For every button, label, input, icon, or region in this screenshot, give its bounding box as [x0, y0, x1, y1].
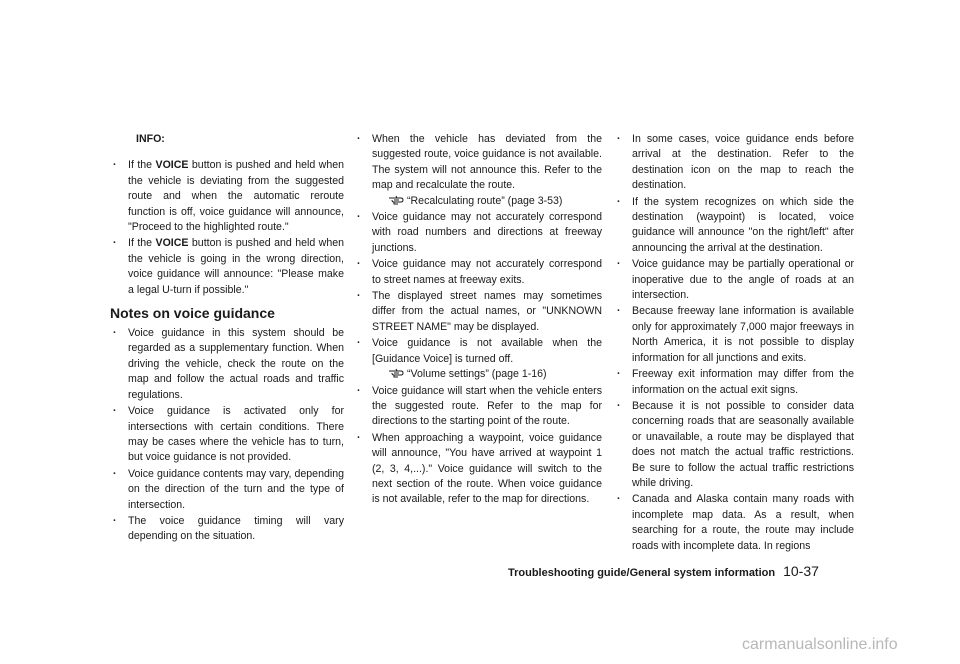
list-item: . Canada and Alaska contain many roads with incomplete map data. As a result, when searching for a route, the route may include roads with incomplete data. In regions: [616, 492, 854, 554]
list-item: . When the vehicle has deviated from the suggested route, voice guidance is not available. The system will not announce this. Refer to the map and recalculate the route. “Recalculating route” (page 3-53): [356, 132, 602, 209]
column-1: [112, 132, 344, 546]
reference-hand-icon: [388, 195, 404, 205]
list-item: . Voice guidance is not available when the [Guidance Voice] is turned off. “Volume settings” (page 1-16): [356, 336, 602, 382]
voice-button-list: [112, 158, 344, 298]
cross-reference[interactable]: “Recalculating route” (page 3-53): [372, 194, 602, 209]
list-item: . The voice guidance timing will vary depending on the situation.: [112, 514, 344, 545]
footer-section-title: Troubleshooting guide/General system information: [508, 567, 776, 579]
watermark: carmanualsonline.info: [742, 636, 898, 653]
list-item: . Voice guidance contents may vary, depending on the direction of the turn and the type of intersection.: [112, 467, 344, 513]
list-item: . Voice guidance may not accurately correspond with road numbers and directions at freeway junctions.: [356, 210, 602, 256]
cross-reference[interactable]: “Volume settings” (page 1-16): [372, 367, 602, 382]
list-item: . If the VOICE button is pushed and held when the vehicle is going in the wrong direction, voice guidance will announce: "Please make a legal U-turn if possible.": [112, 236, 344, 298]
page-footer: [508, 563, 819, 579]
list-item: . The displayed street names may sometimes differ from the actual names, or "UNKNOWN STREET NAME" may be displayed.: [356, 289, 602, 335]
info-label: INFO:: [136, 133, 165, 145]
list-item: . Freeway exit information may differ from the information on the actual exit signs.: [616, 367, 854, 398]
section-heading: Notes on voice guidance: [110, 305, 275, 322]
column-3: [616, 132, 854, 555]
list-item: . Voice guidance is activated only for intersections with certain conditions. There may be cases where the vehicle has to turn, but voice guidance is not provided.: [112, 404, 344, 466]
list-item: . Voice guidance in this system should be regarded as a supplementary function. When driving the vehicle, check the route on the map and follow the actual roads and traffic regulations.: [112, 326, 344, 403]
list-item: . Because freeway lane information is available only for approximately 7,000 major freeways in North America, it is not possible to display information for all junctions and exits.: [616, 304, 854, 366]
list-item: . If the VOICE button is pushed and held when the vehicle is deviating from the suggested route and when the automatic reroute function is off, voice guidance will announce, "Proceed to the highlighted route.": [112, 158, 344, 235]
list-item: . Voice guidance may not accurately correspond to street names at freeway exits.: [356, 257, 602, 288]
list-item: . Voice guidance may be partially operational or inoperative due to the angle of roads at an intersection.: [616, 257, 854, 303]
list-item: . In some cases, voice guidance ends before arrival at the destination. Refer to the destination icon on the map to reach the destination.: [616, 132, 854, 194]
page-number: 10-37: [783, 563, 819, 579]
column-2: [356, 132, 602, 509]
notes-list: [112, 326, 344, 545]
voice-keyword: VOICE: [155, 237, 189, 250]
reference-hand-icon: [388, 368, 404, 378]
notes-list-3: [616, 132, 854, 554]
notes-list-2: [356, 132, 602, 508]
list-item: . When approaching a waypoint, voice guidance will announce, "You have arrived at waypoint 1 (2, 3, 4,...)." Voice guidance will switch to the next section of the route. When voice guidance is not available, refer to the map for directions.: [356, 431, 602, 508]
list-item: . Voice guidance will start when the vehicle enters the suggested route. Refer to the map for directions to the starting point of the route.: [356, 384, 602, 430]
list-item: . If the system recognizes on which side the destination (waypoint) is located, voice guidance will announce "on the right/left" after announcing the arrival at the destination.: [616, 195, 854, 257]
list-item: . Because it is not possible to consider data concerning roads that are seasonally available or unavailable, a route may be displayed that does not match the actual traffic restrictions. Be sure to follow the actual traffic restrictions while driving.: [616, 399, 854, 491]
voice-keyword: VOICE: [155, 159, 189, 172]
